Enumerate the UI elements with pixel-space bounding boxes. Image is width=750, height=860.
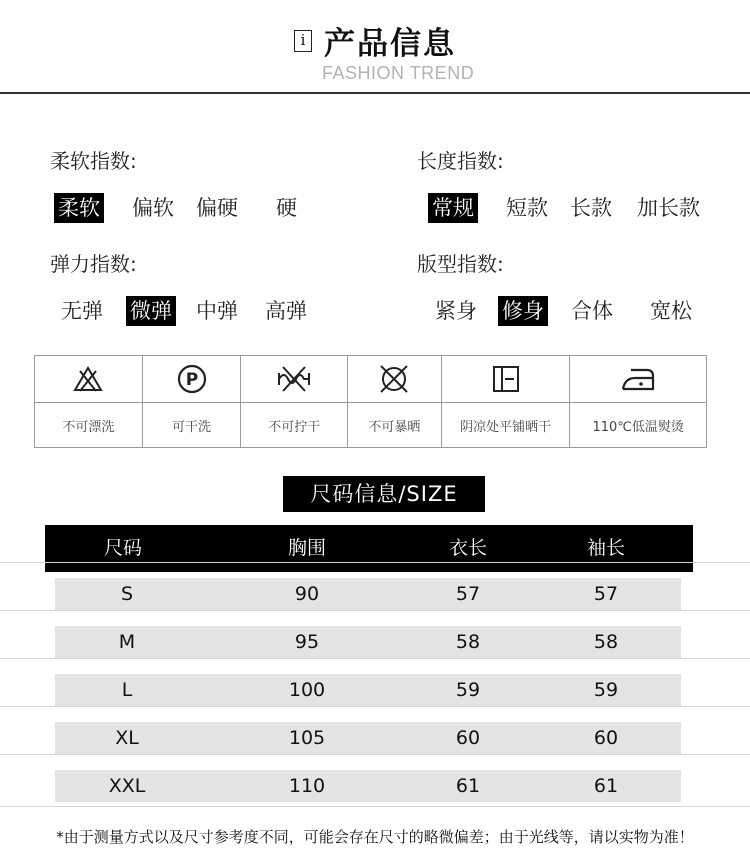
- dry-clean-icon: [143, 356, 241, 403]
- care-no-tumble-dry: [348, 356, 442, 447]
- care-no-bleach: [35, 356, 143, 447]
- row-divider: [0, 806, 750, 807]
- cell-sleeve: 59: [593, 679, 619, 701]
- cell-length: 59: [455, 679, 481, 701]
- elasticity-label: 弹力指数:: [50, 252, 137, 276]
- cell-length: 58: [455, 631, 481, 653]
- shade-flat-dry-icon: [442, 356, 570, 403]
- size-section-title: 尺码信息/SIZE: [283, 476, 485, 512]
- softness-option-hard-ish: 偏硬: [196, 196, 238, 220]
- page-header: [0, 18, 750, 63]
- length-label: 长度指数:: [417, 149, 504, 173]
- elasticity-option-none: 无弹: [61, 299, 103, 323]
- row-divider: [0, 754, 750, 755]
- fit-option-tight: 紧身: [435, 299, 477, 323]
- size-table-header: [45, 525, 693, 572]
- cell-chest: 110: [288, 775, 326, 797]
- cell-sleeve: 61: [593, 775, 619, 797]
- page-subtitle: FASHION TREND: [322, 63, 475, 83]
- fit-label: 版型指数:: [417, 252, 504, 276]
- care-label: 不可拧干: [268, 419, 321, 435]
- header-chest: 胸围: [287, 537, 326, 559]
- elasticity-option-slight: 微弹: [126, 296, 176, 326]
- cell-length: 57: [455, 583, 481, 605]
- softness-label: 柔软指数:: [50, 149, 137, 173]
- cell-size: XL: [115, 727, 139, 749]
- softness-option-hard: 硬: [276, 196, 297, 220]
- header-length: 衣长: [448, 537, 487, 559]
- care-label: 可干洗: [172, 419, 212, 435]
- cell-size: L: [121, 679, 133, 701]
- care-iron-low: [570, 356, 706, 447]
- care-label: 阴凉处平铺晒干: [460, 419, 552, 435]
- length-option-short: 短款: [506, 196, 548, 220]
- header-sleeve: 袖长: [586, 537, 625, 559]
- care-no-wring: [241, 356, 348, 447]
- row-divider: [0, 706, 750, 707]
- length-option-extra-long: 加长款: [637, 196, 700, 220]
- length-option-regular: 常规: [428, 193, 478, 223]
- disclaimer-note: *由于测量方式以及尺寸参考度不同，可能会存在尺寸的略微偏差；由于光线等，请以实物为准！: [56, 828, 694, 846]
- fit-option-loose: 宽松: [650, 299, 692, 323]
- header-divider: [0, 92, 750, 94]
- no-bleach-icon: [35, 356, 142, 403]
- length-option-long: 长款: [570, 196, 612, 220]
- cell-length: 60: [455, 727, 481, 749]
- no-wring-icon: [241, 356, 347, 403]
- care-instructions-table: [34, 355, 707, 448]
- care-label: 不可漂洗: [62, 419, 115, 435]
- softness-option-soft: 柔软: [54, 193, 104, 223]
- care-label: 不可暴晒: [368, 419, 421, 435]
- elasticity-option-medium: 中弹: [196, 299, 238, 323]
- cell-sleeve: 58: [593, 631, 619, 653]
- care-shade-flat-dry: [442, 356, 571, 447]
- elasticity-option-high: 高弹: [265, 299, 307, 323]
- care-label: 110℃低温熨烫: [592, 419, 684, 435]
- cell-chest: 90: [294, 583, 320, 605]
- svg-text:P: P: [185, 370, 198, 390]
- info-icon: i: [294, 30, 312, 52]
- row-divider: [0, 658, 750, 659]
- softness-option-soft-ish: 偏软: [132, 196, 174, 220]
- iron-icon: [570, 356, 706, 403]
- header-size: 尺码: [103, 537, 142, 559]
- cell-chest: 95: [294, 631, 320, 653]
- page-title: 产品信息: [324, 26, 456, 62]
- row-divider: [0, 610, 750, 611]
- cell-length: 61: [455, 775, 481, 797]
- cell-size: M: [118, 631, 136, 653]
- cell-size: S: [120, 583, 134, 605]
- cell-chest: 100: [288, 679, 326, 701]
- cell-chest: 105: [288, 727, 326, 749]
- fit-option-regular: 合体: [571, 299, 613, 323]
- care-dry-clean: [143, 356, 242, 447]
- fit-option-slim: 修身: [498, 296, 548, 326]
- no-tumble-dry-icon: [348, 356, 441, 403]
- cell-sleeve: 57: [593, 583, 619, 605]
- cell-sleeve: 60: [593, 727, 619, 749]
- row-divider: [0, 562, 750, 563]
- cell-size: XXL: [108, 775, 146, 797]
